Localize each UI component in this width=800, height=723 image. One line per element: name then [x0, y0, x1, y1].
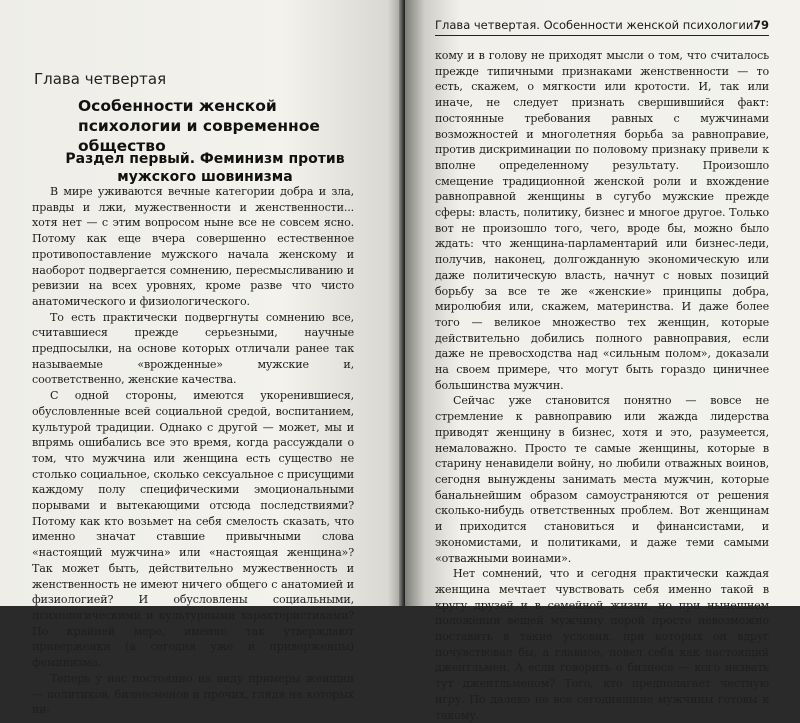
chapter-title: Особенности женской психологии и современное общество — [78, 97, 320, 155]
paragraph: Нет сомнений, что и сегодня практически каждая женщина мечтает чувствовать себя именно такой в кругу друзей и в семейной жизни, но при нынешнем положении вещей мужчину порой просто невозможно поставить в такие условия, при которых он вдруг почувствовал бы, а главное, повел себя как настоящий джентльмен. А если говорить о бизнесе — кого назвать тут джентльменом? Того, кто предполагает честную игру. По далеко не все сегодняшние мужчины готовы к такому. — [435, 567, 769, 722]
right-page — [405, 0, 800, 722]
left-page-body — [32, 184, 354, 718]
section-title: Раздел первый. Феминизм против мужского шовинизма — [65, 151, 345, 185]
chapter-label: Глава четвертая — [34, 70, 167, 88]
paragraph: С одной стороны, имеются укоренившиеся, обусловленные всей социальной средой, воспитанием, культурой традиции. Однако с другой — может, мы и впрямь ошибались все это время, когда рассуждали о том, что мужчина или женщина есть существо не столько социальное, сколько сексуальное с присущими каждому полу специфическими эмоциональными порывами и вытекающими отсюда последствиями? Потому как кто возьмет на себя смелость сказать, что именно значат ставшие привычными слова «настоящий мужчина» или «настоящая женщина»? Так может быть, действительно мужественность и женственность не имеют ничего общего с анатомией и физиологией? И обусловлены социальными, психологическими и культурными характеристиками? По крайней мере, именно так утверждают приверженки (а сегодня уже и приверженцы) феминизма. — [32, 389, 354, 670]
right-page-body — [435, 48, 769, 723]
paragraph: кому и в голову не приходят мысли о том, что считалось прежде типичными признаками женственности — то есть, скажем, о мягкости или кротости. И, так или иначе, не следует признать свершившийся факт: постоянные требования равных с мужчинами возможностей и многолетняя борьба за равноправие, против дискриминации по половому признаку привели к вполне определенному результату. Произошло смещение традиционной женской роли и вхождение равноправной женщины в сугубо мужские прежде сферы: власть, политику, бизнес и многое другое. Только вот не произошло того, чего, вроде бы, можно было ждать: что женщина-парламентарий или бизнес-леди, получив, наконец, долгожданную экономическую или даже политическую власть, начнут с новых позиций борьбу за все те же «женские» принципы добра, миролюбия или, скажем, материнства. И даже более того — великое множество тех женщин, которые действительно добились полного равноправия, если даже не превосходства над «сильным полом», доказали на своем примере, что могут быть гораздо циничнее большинства мужчин. — [435, 49, 769, 392]
running-head — [435, 18, 769, 36]
page-number: 79 — [752, 18, 769, 32]
paragraph: Сейчас уже становится понятно — вовсе не стремление к равноправию или жажда лидерства приводят женщину в бизнес, хотя и это, разумеется, немаловажно. Просто те самые женщины, которые в старину ненавидели войну, но любили отважных воинов, сегодня вынуждены занимать места мужчин, которые банальнейшим образом самоустраняются от решения сколько-нибудь ответственных проблем. Вот женщинам и приходится становиться и финансистами, и экономистами, и политиками, и даже теми самыми «отважными воинами». — [435, 394, 769, 565]
paragraph: То есть практически подвергнуты сомнению все, считавшиеся прежде серьезными, научные предпосылки, на основе которых отличали ранее так называемые «врожденные» мужские и, соответственно, женские качества. — [32, 310, 354, 387]
running-head-title: Глава четвертая. Особенности женской психологии — [435, 18, 754, 32]
paragraph: В мире уживаются вечные категории добра и зла, правды и лжи, мужественности и женственности... хотя нет — с этим вопросом ныне все не совсем ясно. Потому как еще вчера совершенно естественное противопоставление мужского начала женскому и наоборот подвергается сомнению, пересмысливанию и ревизии на всех уровнях, кроме разве что чисто анатомического и физиологического. — [32, 185, 354, 308]
paragraph: Теперь у нас постоянно на виду примеры женщин — политиков, бизнесменов и прочих, глядя на которых ни- — [32, 671, 354, 717]
